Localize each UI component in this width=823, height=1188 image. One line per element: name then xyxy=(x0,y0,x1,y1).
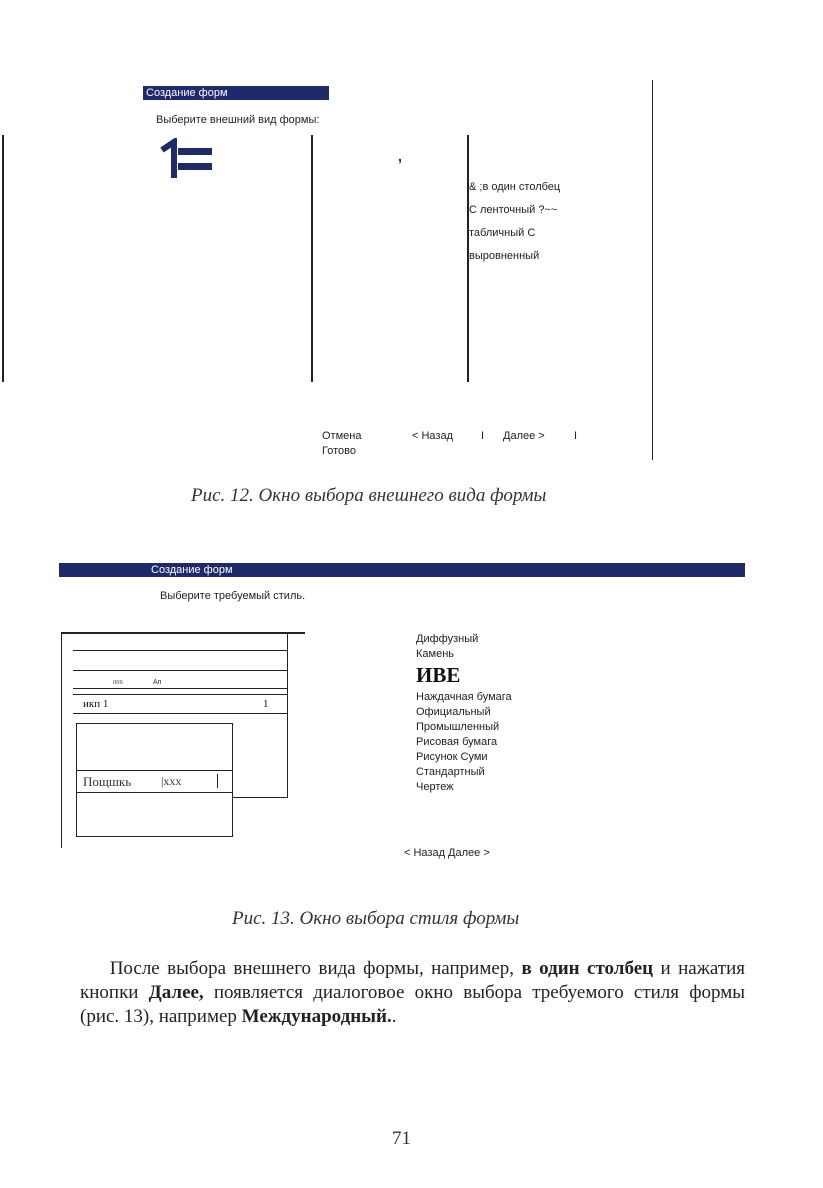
fig13-window-title: Создание форм xyxy=(151,564,233,576)
button-separator: I xyxy=(574,430,578,442)
fig12-mark: , xyxy=(398,148,402,164)
fig12-prompt: Выберите внешний вид формы: xyxy=(156,114,320,126)
preview-inner-box xyxy=(76,723,233,837)
fig13-prompt: Выберите требуемый стиль. xyxy=(160,590,306,602)
fig12-window-title: Создание форм xyxy=(146,87,228,99)
style-option-stone[interactable]: Камень xyxy=(416,648,455,660)
preview-field-value: |ххх xyxy=(161,774,182,788)
style-option-sumi[interactable]: Рисунок Суми xyxy=(416,751,488,763)
fig13-title-bar xyxy=(59,563,745,577)
style-option-blueprint[interactable]: Чертеж xyxy=(416,781,454,793)
fig12-frame-left xyxy=(2,135,4,382)
next-button[interactable]: Далее > xyxy=(503,430,545,442)
cancel-button[interactable]: Отмена xyxy=(322,430,362,442)
style-option-diffuse[interactable]: Диффузный xyxy=(416,633,479,645)
layout-option-table[interactable]: табличный С xyxy=(469,227,536,239)
preview-small-text: ппп xyxy=(113,680,123,686)
style-preview xyxy=(61,632,306,852)
fig12-frame-mid xyxy=(311,135,313,382)
fig12-title-bar xyxy=(143,86,329,100)
style-option-rice-paper[interactable]: Рисовая бумага xyxy=(416,736,498,748)
style-option-sandpaper[interactable]: Наждачная бумага xyxy=(416,691,512,703)
form-layout-icon xyxy=(160,138,216,180)
term-international: Международный. xyxy=(241,1006,392,1027)
style-option-official[interactable]: Официальный xyxy=(416,706,491,718)
finish-button[interactable]: Готово xyxy=(322,445,356,457)
layout-option-columnar[interactable]: & ;в один столбец xyxy=(469,181,561,193)
page-number: 71 xyxy=(392,1128,411,1149)
term-columnar: в один столбец xyxy=(521,958,654,979)
layout-option-justified[interactable]: выровненный xyxy=(469,250,540,262)
style-option-industrial[interactable]: Промышленный xyxy=(416,721,500,733)
preview-label: икп 1 xyxy=(83,698,109,710)
nav-buttons[interactable]: < Назад Далее > xyxy=(404,847,490,859)
body-paragraph: После выбора внешнего вида формы, например, в один столбец и нажатия кнопки Далее, появляется диалоговое окно выбора требуемого стиля формы (рис. 13), например Международный.. xyxy=(80,958,746,1027)
back-button[interactable]: < Назад xyxy=(412,430,453,442)
preview-small-text: Ап xyxy=(153,679,162,686)
preview-value: 1 xyxy=(263,698,269,710)
fig12-frame-right xyxy=(652,80,653,460)
style-option-selected[interactable]: ИВЕ xyxy=(416,663,461,687)
term-next: Далее, xyxy=(148,982,204,1003)
figure-13-caption: Рис. 13. Окно выбора стиля формы xyxy=(232,908,520,929)
button-separator: I xyxy=(481,430,485,442)
preview-field-label: Пощшкь xyxy=(83,774,132,789)
figure-12-caption: Рис. 12. Окно выбора внешнего вида формы xyxy=(191,485,547,506)
layout-option-tabular-strip[interactable]: С ленточный ?~~ xyxy=(469,204,558,216)
style-option-standard[interactable]: Стандартный xyxy=(416,766,485,778)
